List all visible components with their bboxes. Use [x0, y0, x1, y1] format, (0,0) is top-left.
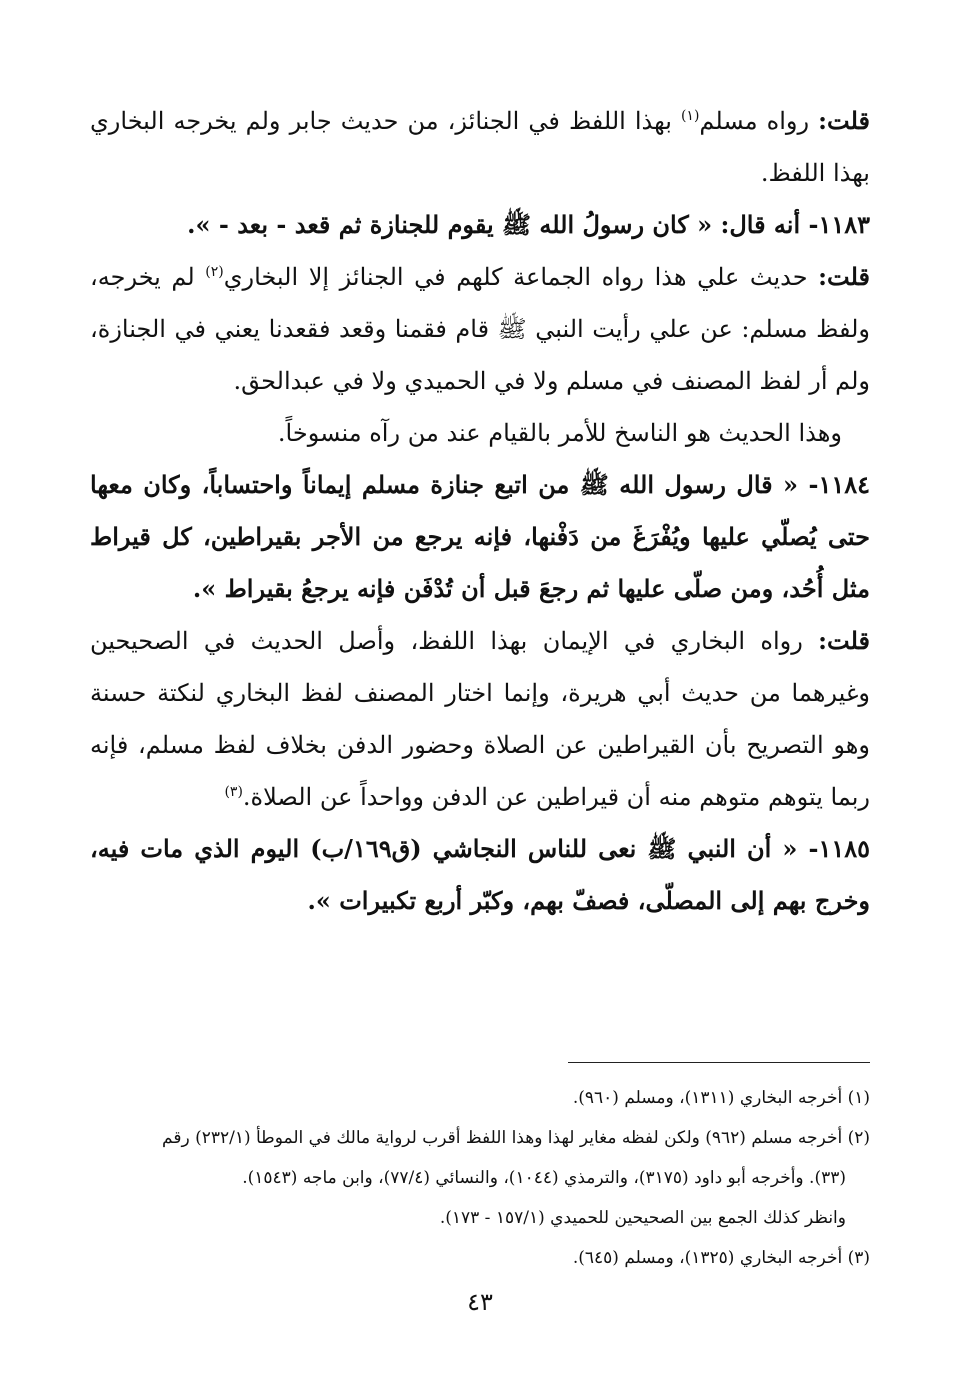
paragraph-text: لم يخرجه، ولفظ مسلم: عن علي رأيت النبي ﷺ قام فقمنا وقعد فقعدنا يعني في الجنازة، ولم أر لفظ المصنف في مسلم ولا في الحميدي ولا في عبدالحق.	[90, 263, 870, 395]
footnote-ref: (١)	[680, 108, 700, 124]
paragraph-text: رواه مسلم	[699, 107, 819, 135]
footnote-3: (٣) أخرجه البخاري (١٣٢٥)، ومسلم (٦٤٥).	[572, 1248, 870, 1268]
footnote-2-continued: (٣٣). وأخرجه أبو داود (٣١٧٥)، والترمذي (١٠٤٤)، والنسائي (٧٧/٤)، وابن ماجه (١٥٤٣).	[242, 1168, 846, 1188]
comment-label: قلت:	[818, 626, 870, 655]
footnote-2-continued: وانظر كذلك الجمع بين الصحيحين للحميدي (١٥٧/١ - ١٧٣).	[439, 1208, 846, 1228]
paragraph-abrogation-note: وهذا الحديث هو الناسخ للأمر بالقيام عند من رآه منسوخاً.	[277, 419, 842, 447]
page-number: ٤٣	[467, 1288, 493, 1316]
hadith-1183: ١١٨٣- أنه قال: « كان رسولُ الله ﷺ يقوم للجنازة ثم قعد - بعد - ».	[187, 210, 870, 239]
paragraph-comment-3	[90, 615, 870, 823]
footnote-ref: (٣)	[224, 784, 243, 800]
main-text	[90, 95, 870, 927]
hadith-1184: ١١٨٤- « قال رسول الله ﷺ من اتبع جنازة مسلم إيماناً واحتساباً، وكان معها حتى يُصلّي عليها ويُفْرَغَ من دَفْنها، فإنه يرجع من الأجر بقيراطين، كل قيراط مثل أُحُد، ومن صلّى عليها ثم رجعَ قبل أن تُدْفَن فإنه يرجعُ بقيراط ».	[90, 470, 870, 603]
footnote-divider	[568, 1062, 870, 1063]
paragraph-comment-2	[90, 251, 870, 407]
footnotes	[90, 1078, 870, 1278]
paragraph-text: بهذا اللفظ في الجنائز، من حديث جابر ولم يخرجه البخاري بهذا اللفظ.	[90, 107, 870, 187]
footnote-2: (٢) أخرجه مسلم (٩٦٢) ولكن لفظه مغاير لهذا وهذا اللفظ أقرب لرواية مالك في الموطأ (٢٣٢/١) رقم	[162, 1128, 870, 1148]
paragraph-text: رواه البخاري في الإيمان بهذا اللفظ، وأصل الحديث في الصحيحين وغيرهما من حديث أبي هريرة، وإنما اختار المصنف لفظ البخاري لنكتة حسنة وهو التصريح بأن القيراطين عن الصلاة وحضور الدفن بخلاف لفظ مسلم، فإنه ربما يتوهم متوهم منه أن قيراطين عن الدفن وواحداً عن الصلاة.	[90, 627, 870, 811]
paragraph-text: حديث علي هذا رواه الجماعة كلهم في الجنائز إلا البخاري	[223, 263, 819, 291]
comment-label: قلت:	[818, 262, 870, 291]
paragraph-comment-1	[90, 95, 870, 199]
comment-label: قلت:	[818, 106, 870, 135]
footnote-ref: (٢)	[205, 264, 224, 280]
hadith-1185: ١١٨٥- « أن النبي ﷺ نعى للناس النجاشي (ق١٦٩/ب) اليوم الذي مات فيه، وخرج بهم إلى المصلّى، فصفّ بهم، وكبّر أربع تكبيرات ».	[90, 834, 870, 915]
footnote-1: (١) أخرجه البخاري (١٣١١)، ومسلم (٩٦٠).	[572, 1088, 870, 1108]
